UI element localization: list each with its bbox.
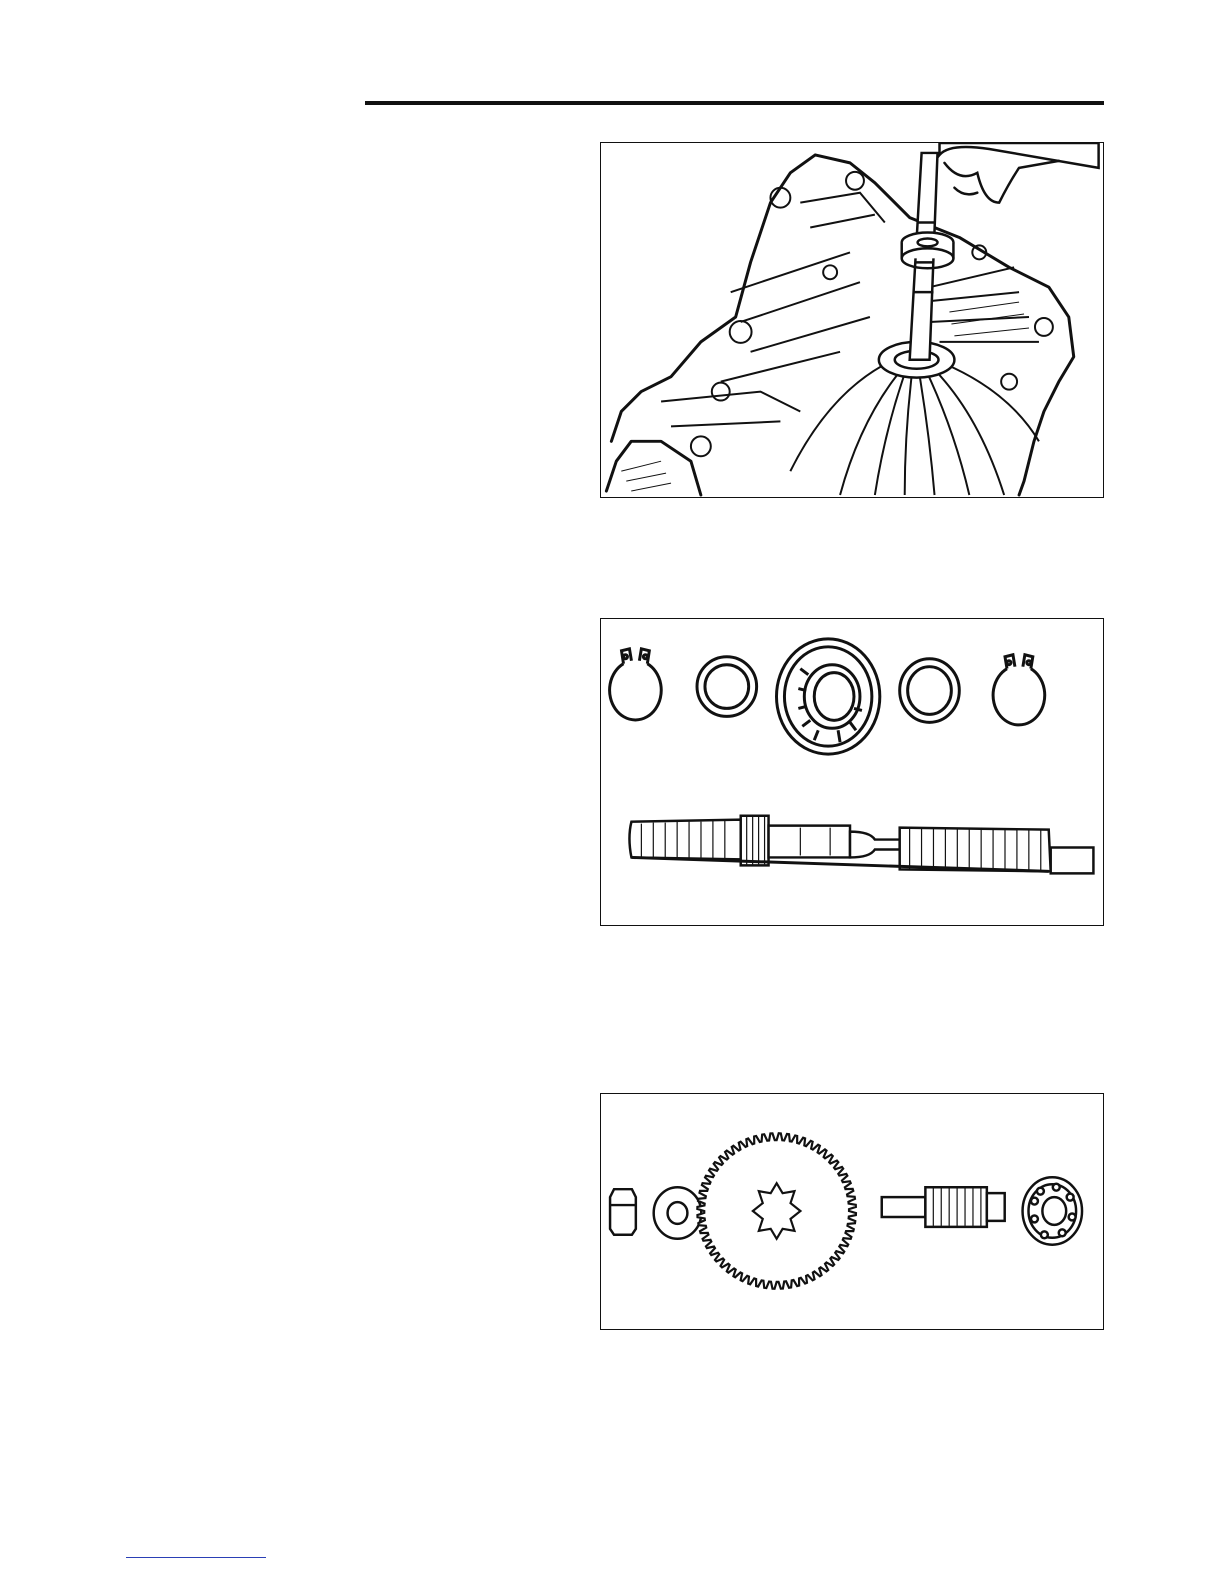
washer-left [697, 657, 757, 717]
figure-gear-bearing-parts [600, 1093, 1104, 1330]
parts-illustration-shaft [601, 619, 1103, 925]
spur-gear [697, 1133, 856, 1288]
pinion-shaft [882, 1187, 1005, 1227]
nut [610, 1189, 636, 1235]
footer-link-rule [126, 1557, 266, 1558]
figure-shaft-bearing-parts [600, 618, 1104, 926]
washer-right [900, 659, 960, 723]
parts-illustration-gear [601, 1094, 1103, 1329]
main-bearing [776, 639, 879, 754]
washer [654, 1187, 702, 1239]
circlip-left [610, 649, 662, 720]
figure-housing-shaft-insertion [600, 142, 1104, 498]
ball-bearing [1023, 1177, 1082, 1244]
housing-illustration [601, 143, 1103, 497]
circlip-right [993, 655, 1045, 725]
header-rule [365, 101, 1104, 105]
